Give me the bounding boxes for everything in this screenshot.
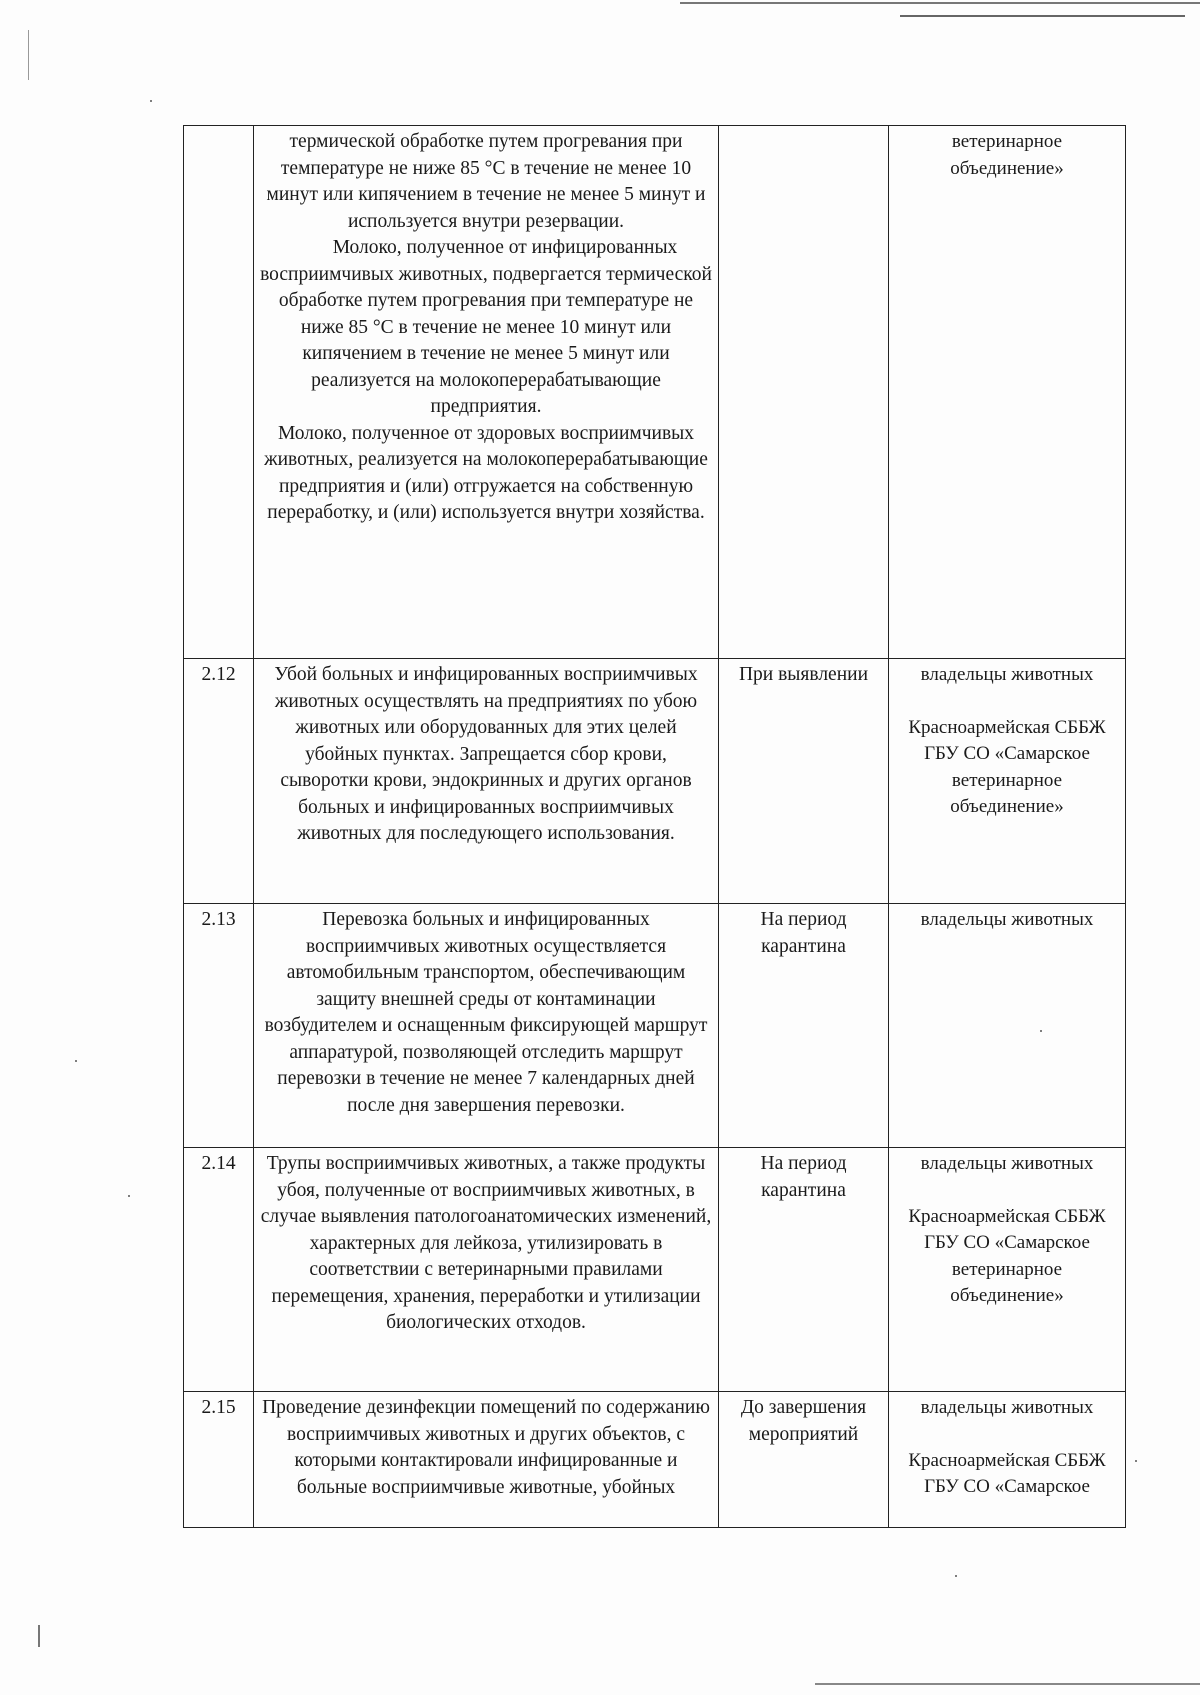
row-responsible [889, 1148, 1126, 1392]
event-paragraph: Трупы восприимчивых животных, а также продукты убоя, полученные от восприимчивых животных, в случае выявления патологоанатомических изменений, характерных для лейкоза, утилизировать в соответствии с ветеринарными правилами перемещения, хранения, переработки и утилизации биологических отходов. [260, 1153, 712, 1333]
spacer [895, 689, 1119, 715]
event-paragraph: Проведение дезинфекции помещений по содержанию восприимчивых животных и других объектов, с которыми контактировали инфицированные и больные восприимчивые животные, убойных [262, 1397, 710, 1498]
row-number [184, 126, 254, 659]
measures-table [183, 125, 1126, 1528]
responsible-entry: владельцы животных [920, 909, 1094, 930]
responsible-entry: владельцы животных [920, 664, 1094, 685]
row-number: 2.12 [184, 659, 254, 904]
spacer [895, 1178, 1119, 1204]
row-event [254, 904, 719, 1148]
row-responsible [889, 659, 1126, 904]
scan-speck [150, 100, 152, 102]
event-paragraph: Молоко, полученное от инфицированных восприимчивых животных, подвергается термической обработке путем прогревания при температуре не ниже 85 °С в течение не менее 10 минут или кипячением в течение не менее 5 минут или реализуется на молокоперерабатывающие предприятия. [260, 237, 712, 417]
row-responsible [889, 126, 1126, 659]
scan-artifact-line [38, 1625, 40, 1647]
event-paragraph: Перевозка больных и инфицированных восприимчивых животных осуществляется автомобильным транспортом, обеспечивающим защиту внешней среды от контаминации возбудителем и оснащенным фиксирующей маршрут аппаратурой, позволяющей отследить маршрут перевозки в течение не менее 7 календарных дней после дня завершения перевозки. [264, 909, 708, 1116]
row-responsible [889, 904, 1126, 1148]
row-event [254, 1148, 719, 1392]
row-number: 2.13 [184, 904, 254, 1148]
row-term [719, 126, 889, 659]
scan-artifact-line [28, 30, 29, 80]
scan-artifact-line [815, 1683, 1200, 1685]
table-row [184, 659, 1126, 904]
scan-artifact-line [900, 15, 1185, 17]
row-number: 2.15 [184, 1392, 254, 1528]
row-responsible [889, 1392, 1126, 1528]
table-row [184, 126, 1126, 659]
event-paragraph: Убой больных и инфицированных восприимчивых животных осуществлять на предприятиях по убою животных или оборудованных для этих целей убойных пунктах. Запрещается сбор крови, сыворотки крови, эндокринных и других органов больных и инфицированных восприимчивых животных для последующего использования. [274, 664, 698, 844]
row-term: На период карантина [719, 1148, 889, 1392]
responsible-entry: Красноармейская СББЖ ГБУ СО «Самарское ветеринарное объединение» [908, 1205, 1106, 1306]
responsible-entry: ветеринарное объединение» [950, 131, 1064, 179]
row-term: При выявлении [719, 659, 889, 904]
event-paragraph: Молоко, полученное от здоровых восприимчивых животных, реализуется на молокоперерабатывающие предприятия и (или) отгружается на собственную переработку, и (или) используется внутри хозяйства. [264, 422, 708, 523]
scan-artifact-line [680, 2, 1200, 4]
row-event [254, 1392, 719, 1528]
responsible-entry: владельцы животных [920, 1153, 1094, 1174]
responsible-entry: Красноармейская СББЖ ГБУ СО «Самарское [908, 1449, 1106, 1497]
row-number: 2.14 [184, 1148, 254, 1392]
table-row [184, 1392, 1126, 1528]
scan-speck [128, 1195, 130, 1197]
row-term: На период карантина [719, 904, 889, 1148]
row-event [254, 126, 719, 659]
scan-speck [75, 1060, 77, 1062]
row-term: До завершения мероприятий [719, 1392, 889, 1528]
responsible-entry: Красноармейская СББЖ ГБУ СО «Самарское ветеринарное объединение» [908, 716, 1106, 817]
responsible-entry: владельцы животных [920, 1397, 1094, 1418]
scan-speck [1135, 1460, 1137, 1462]
event-paragraph: термической обработке путем прогревания при температуре не ниже 85 °С в течение не менее 10 минут или кипячением в течение не менее 5 минут и используется внутри резервации. [266, 131, 706, 232]
table-row [184, 1148, 1126, 1392]
table-row [184, 904, 1126, 1148]
spacer [895, 1422, 1119, 1448]
scan-speck [955, 1575, 957, 1577]
row-event [254, 659, 719, 904]
